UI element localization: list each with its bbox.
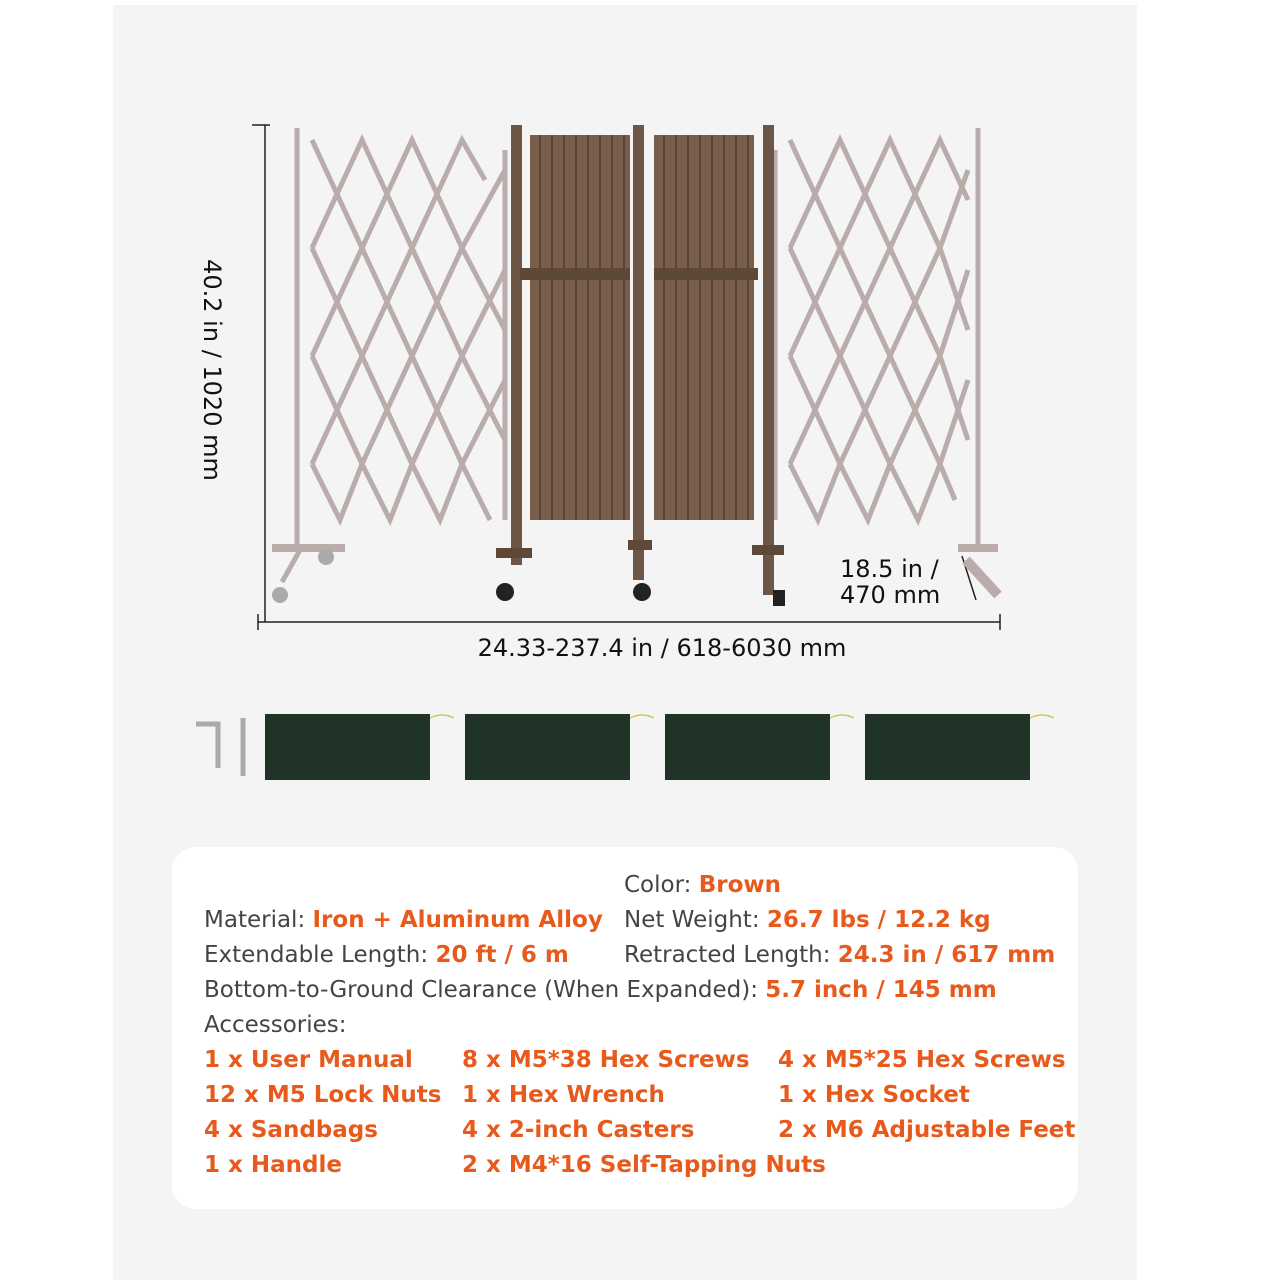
accessory-item: 1 x Hex Wrench: [462, 1082, 665, 1108]
accessory-item: 4 x 2-inch Casters: [462, 1117, 695, 1143]
accessory-item: 2 x M6 Adjustable Feet: [778, 1117, 1076, 1143]
accessory-item: 1 x User Manual: [204, 1047, 413, 1073]
foot-dimension: 18.5 in / 470 mm: [840, 555, 941, 609]
accessory-item: 1 x Hex Socket: [778, 1082, 970, 1108]
right-expanded-section: [775, 128, 998, 595]
accessories-label: Accessories:: [204, 1012, 347, 1038]
sandbags: [265, 714, 1030, 780]
spec-color: Color: Brown: [624, 872, 782, 898]
tool-icons: [196, 718, 243, 776]
accessory-item: 2 x M4*16 Self-Tapping Nuts: [462, 1152, 826, 1178]
left-expanded-section: [272, 128, 505, 582]
accessory-item: 12 x M5 Lock Nuts: [204, 1082, 442, 1108]
spec-material: Material: Iron + Aluminum Alloy: [204, 907, 603, 933]
length-dimension: 24.33-237.4 in / 618-6030 mm: [477, 634, 847, 662]
accessory-item: 1 x Handle: [204, 1152, 342, 1178]
spec-extendable: Extendable Length: 20 ft / 6 m: [204, 942, 569, 968]
spec-retracted: Retracted Length: 24.3 in / 617 mm: [624, 942, 1056, 968]
accessory-item: 8 x M5*38 Hex Screws: [462, 1047, 750, 1073]
spec-clearance: Bottom-to-Ground Clearance (When Expanded): 5.7 inch / 145 mm: [204, 977, 997, 1003]
left-casters: [272, 549, 334, 603]
center-retracted-section: [496, 125, 785, 606]
accessory-item: 4 x Sandbags: [204, 1117, 378, 1143]
accessory-item: 4 x M5*25 Hex Screws: [778, 1047, 1066, 1073]
spec-weight: Net Weight: 26.7 lbs / 12.2 kg: [624, 907, 991, 933]
